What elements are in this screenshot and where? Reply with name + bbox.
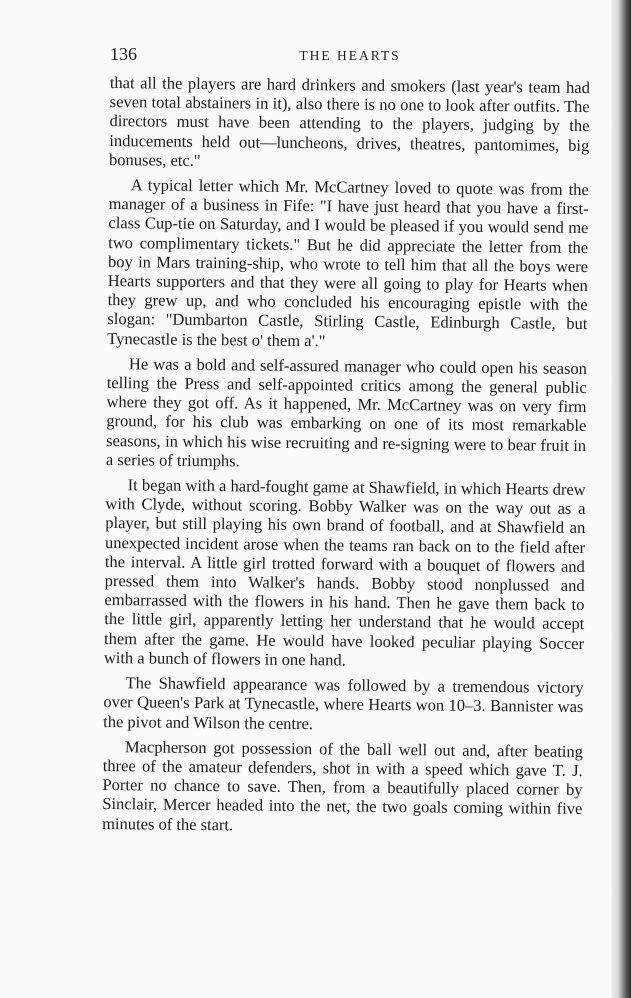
paragraph-6: Macpherson got possession of the ball well out and, after beating three of the amateur defenders, shot in with a speed which gave T. J. Porter no chance to save. Then, from a beautifully placed corner by Sinclair, Mercer headed into the net, the two goals coming within five minutes of the start. xyxy=(102,736,584,834)
page-number: 136 xyxy=(110,44,137,64)
paragraph-3: He was a bold and self-assured manager who could open his season telling the Press and self-appointed critics among the general public where they got off. As it happened, Mr. McCartney was on very firm ground, for his club was embarking on one of its most remarkable seasons, in which his wise recruiting and re-signing were to bear fruit in a series of triumphs. xyxy=(105,354,588,471)
page-edge-shadow xyxy=(611,0,631,998)
body-text xyxy=(102,73,590,844)
paragraph-1: that all the players are hard drinkers and smokers (last year's team had seven total abstainers in it), also there is no one to look after outfits. The directors must have been attending to the players, judging by the inducements held out—luncheons, drives, theatres, pantomimes, big bonuses, etc." xyxy=(108,73,590,170)
paragraph-5: The Shawfield appearance was followed by a tremendous victory over Queen's Park at Tynecastle, where Hearts won 10–3. Bannister was the pivot and Wilson the centre. xyxy=(103,673,584,733)
running-title: THE HEARTS xyxy=(299,48,401,63)
paragraph-4: It began with a hard-fought game at Shawfield, in which Hearts drew with Clyde, without scoring. Bobby Walker was on the way out as a player, but still playing his own brand of football, and at Shawfield an unexpected incident arose when the teams ran back on to the field after the interval. A little girl trotted forward with a bouquet of flowers and pressed them into Walker's hands. Bobby stood nonplussed and embarrassed with the flowers in his hand. Then he gave them back to the little girl, apparently letting her understand that he would accept them after the game. He would have looked peculiar playing Soccer with a bunch of flowers in one hand. xyxy=(103,475,586,670)
paragraph-2: A typical letter which Mr. McCartney loved to quote was from the manager of a business in Fife: "I have just heard that you have a first-class Cup-tie on Saturday, and I would be pleased if you would send me two complimentary tickets." But he did appreciate the letter from the boy in Mars training-ship, who wrote to tell him that all the boys were Hearts supporters and that they were all going to play for Hearts when they grew up, and who concluded his encouraging epistle with the slogan: "Dumbarton Castle, Stirling Castle, Edinburgh Castle, but Tynecastle is the best o' them a'." xyxy=(107,175,589,350)
